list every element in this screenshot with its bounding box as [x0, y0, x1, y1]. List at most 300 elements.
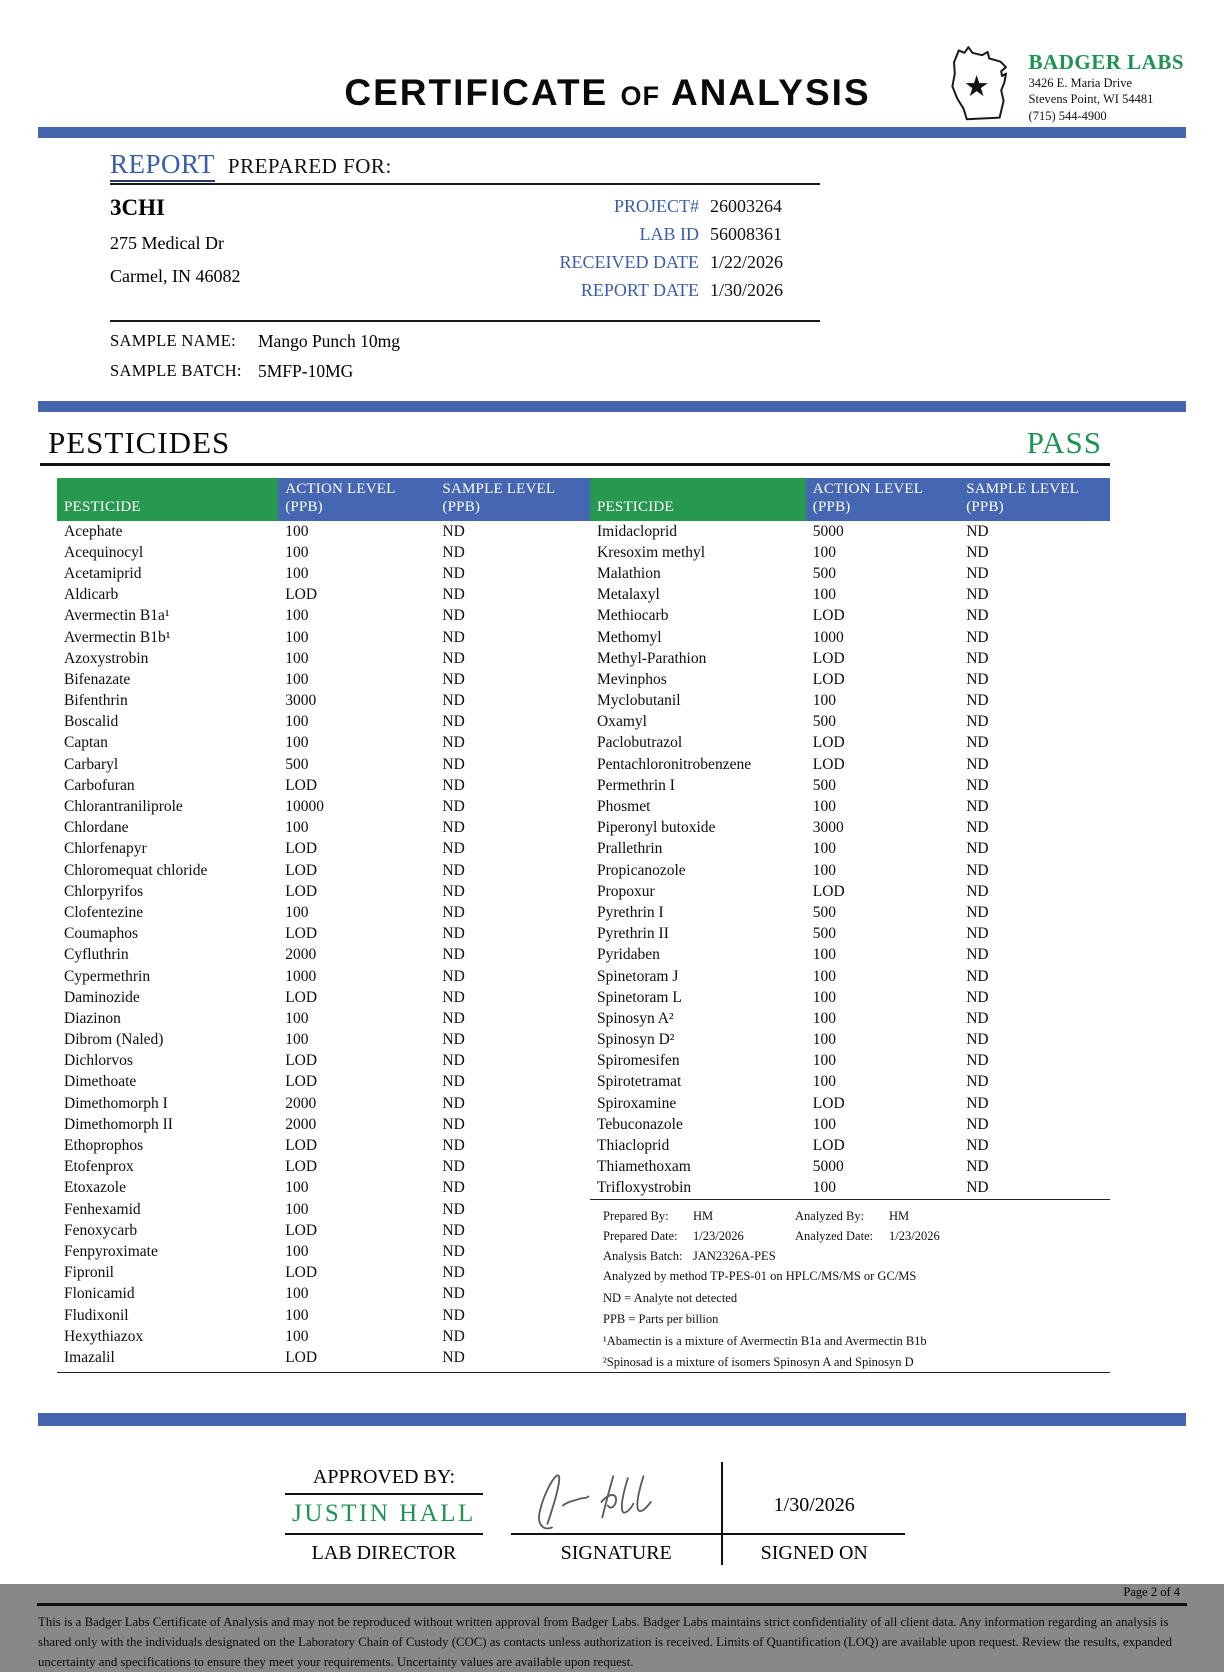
sample-level-value: ND [966, 840, 989, 858]
table-row [57, 1093, 590, 1114]
field-lab-id [560, 224, 802, 245]
pesticide-name: Imazalil [64, 1348, 115, 1366]
action-level-value: 100 [285, 1327, 309, 1345]
sample-level-value: ND [442, 522, 465, 540]
action-level-value: 500 [812, 903, 837, 921]
pesticide-name: Clofentezine [64, 903, 144, 921]
table-row [57, 585, 590, 606]
pesticide-name: Carbofuran [64, 776, 135, 794]
sample-level-value: ND [442, 1327, 465, 1345]
sample-name-row [110, 331, 820, 352]
lab-phone: (715) 544-4900 [1028, 108, 1107, 123]
sample-level-value: ND [966, 903, 989, 921]
table-row [57, 775, 590, 796]
section-title: PESTICIDES [48, 425, 231, 460]
sample-level-value: ND [442, 819, 465, 837]
approver-name: JUSTIN HALL [285, 1495, 483, 1535]
report-info-section [110, 149, 820, 401]
action-level-value: 500 [285, 755, 309, 773]
sample-batch-label: SAMPLE BATCH: [110, 361, 242, 380]
divider-bar-top [38, 127, 1186, 138]
lab-info [1029, 50, 1184, 124]
table-row [57, 818, 590, 839]
sample-level-value: ND [442, 925, 465, 943]
table-row [57, 924, 590, 945]
sample-level-value: ND [442, 564, 465, 582]
table-header [590, 478, 1110, 521]
action-level-value: 100 [285, 819, 309, 837]
table-row [590, 924, 1110, 945]
sample-level-value: ND [442, 670, 465, 688]
pesticide-name: Ethoprophos [64, 1137, 144, 1155]
table-row [57, 1347, 590, 1368]
footnote-abamectin: ¹Abamectin is a mixture of Avermectin B1a and Avermectin B1b [603, 1333, 927, 1348]
sample-level-value: ND [442, 1158, 465, 1176]
sample-level-value: ND [442, 1073, 465, 1091]
table-row [57, 839, 590, 860]
action-level-value: 100 [285, 628, 309, 646]
action-level-value: 100 [812, 946, 837, 964]
sample-level-value: ND [966, 670, 989, 688]
pesticides-section [40, 423, 1110, 1373]
action-level-value: 5000 [812, 1158, 844, 1176]
pesticide-name: Spinosyn A² [597, 1009, 674, 1027]
sample-level-value: ND [442, 903, 465, 921]
sample-level-value: ND [966, 586, 989, 604]
table-body-right [590, 521, 1110, 1200]
table-row [590, 902, 1110, 923]
table-row [57, 987, 590, 1008]
sample-level-value: ND [442, 946, 465, 964]
column-header-unit: (PPB) [812, 499, 851, 516]
approved-by-label: APPROVED BY: [285, 1466, 483, 1495]
column-header-label: ACTION LEVEL [285, 480, 396, 497]
title-word-certificate: CERTIFICATE [344, 72, 609, 113]
action-level-value: LOD [285, 882, 318, 900]
sample-level-value: ND [966, 861, 989, 879]
table-row [57, 1008, 590, 1029]
action-level-value: 100 [812, 840, 837, 858]
pesticide-name: Chlordane [64, 819, 129, 837]
lab-address-line2: Stevens Point, WI 54481 [1028, 92, 1154, 107]
field-label: REPORT DATE [580, 280, 699, 300]
pesticide-name: Myclobutanil [597, 692, 681, 710]
action-level-value: 100 [812, 1115, 837, 1133]
pesticide-name: Dimethoate [64, 1073, 137, 1091]
pesticide-name: Spinosyn D² [597, 1031, 675, 1049]
table-row [57, 648, 590, 669]
table-row [57, 966, 590, 987]
pesticide-name: Chlorantraniliprole [64, 798, 183, 816]
sample-level-value: ND [442, 1009, 465, 1027]
sample-level-value: ND [442, 713, 465, 731]
table-row [590, 1135, 1110, 1156]
lab-name: BADGER LABS [1028, 50, 1184, 74]
sample-level-value: ND [442, 607, 465, 625]
star-icon: ★ [963, 71, 989, 103]
action-level-value: LOD [285, 840, 318, 858]
action-level-value: 100 [285, 1009, 309, 1027]
action-level-value: 100 [285, 522, 309, 540]
sample-level-value: ND [442, 628, 465, 646]
table-row [57, 1030, 590, 1051]
table-row [57, 754, 590, 775]
sample-level-value: ND [966, 522, 989, 540]
table-row [57, 606, 590, 627]
sample-level-value: ND [442, 586, 465, 604]
title-word-analysis: ANALYSIS [670, 72, 871, 113]
wisconsin-state-icon [942, 40, 1022, 128]
analysis-batch-value: JAN2326A-PES [693, 1249, 776, 1263]
action-level-value: LOD [285, 1221, 318, 1239]
sample-level-value: ND [966, 1137, 989, 1155]
sample-level-value: ND [966, 1009, 989, 1027]
table-row [590, 669, 1110, 690]
action-level-value: 100 [285, 670, 309, 688]
column-header-action-level [278, 478, 435, 521]
table-row [590, 818, 1110, 839]
field-value: 26003264 [710, 196, 782, 216]
action-level-value: LOD [812, 734, 845, 752]
pesticide-name: Paclobutrazol [597, 734, 683, 752]
footnote-spinosad: ²Spinosad is a mixture of isomers Spinosyn A and Spinosyn D [603, 1355, 914, 1369]
sample-level-value: ND [966, 692, 989, 710]
pesticide-name: Dichlorvos [64, 1052, 133, 1070]
pesticide-name: Chlorfenapyr [64, 840, 147, 858]
table-row [57, 1220, 590, 1241]
pesticide-name: Bifenazate [64, 670, 131, 688]
table-row [590, 796, 1110, 817]
table-row [57, 627, 590, 648]
pesticide-name: Spiromesifen [597, 1052, 680, 1070]
column-header-sample-level [435, 478, 590, 521]
sample-level-value: ND [442, 1285, 465, 1303]
prepared-by-value: HM [693, 1209, 714, 1223]
table-row [57, 1263, 590, 1284]
sample-name-label: SAMPLE NAME: [110, 331, 236, 350]
pesticide-name: Propoxur [597, 882, 655, 900]
field-value: 1/30/2026 [710, 280, 784, 300]
table-row [57, 712, 590, 733]
sample-level-value: ND [442, 692, 465, 710]
divider-bar-bottom [38, 1413, 1186, 1426]
table-row [590, 775, 1110, 796]
sample-level-value: ND [966, 1073, 989, 1091]
sample-level-value: ND [966, 776, 989, 794]
table-row [57, 669, 590, 690]
signature-block [511, 1440, 722, 1565]
action-level-value: 100 [812, 798, 837, 816]
pesticide-name: Avermectin B1b¹ [64, 628, 171, 646]
table-right-half [590, 478, 1110, 1372]
report-body [110, 185, 820, 322]
action-level-value: LOD [285, 1158, 318, 1176]
prepared-date-value: 1/23/2026 [693, 1229, 744, 1243]
pesticide-name: Permethrin I [597, 776, 675, 794]
signed-on-label: SIGNED ON [760, 1541, 868, 1564]
sample-level-value: ND [442, 1200, 465, 1218]
sample-level-value: ND [966, 882, 989, 900]
action-level-value: LOD [285, 861, 318, 879]
sample-level-value: ND [442, 840, 465, 858]
action-level-value: 100 [812, 1179, 837, 1197]
table-row [57, 1326, 590, 1347]
table-row [57, 521, 590, 542]
table-row [57, 733, 590, 754]
signed-date: 1/30/2026 [773, 1493, 855, 1516]
column-header-label: SAMPLE LEVEL [966, 480, 1080, 497]
sample-level-value: ND [966, 1115, 989, 1133]
action-level-value: LOD [285, 1137, 318, 1155]
table-row [57, 1114, 590, 1135]
table-row [57, 945, 590, 966]
column-header-unit: (PPB) [966, 499, 1004, 516]
action-level-value: 2000 [285, 1115, 317, 1133]
action-level-value: 2000 [285, 1094, 317, 1112]
sample-info [110, 322, 820, 401]
sample-level-value: ND [966, 967, 989, 985]
pesticide-name: Phosmet [597, 798, 651, 816]
sample-level-value: ND [442, 1137, 465, 1155]
pesticide-name: Azoxystrobin [64, 649, 149, 667]
action-level-value: 1000 [285, 967, 317, 985]
action-level-value: 100 [812, 967, 837, 985]
pesticide-name: Fenpyroximate [64, 1242, 158, 1260]
report-heading-rest: PREPARED FOR: [227, 154, 392, 178]
client-name: 3CHI [110, 195, 165, 220]
action-level-value: LOD [285, 1348, 318, 1366]
sample-level-value: ND [966, 607, 989, 625]
sample-level-value: ND [966, 543, 989, 561]
sample-level-value: ND [966, 925, 989, 943]
sample-level-value: ND [966, 649, 989, 667]
pesticide-name: Fenoxycarb [64, 1221, 138, 1239]
action-level-value: 100 [812, 1073, 837, 1091]
field-project-number [560, 196, 802, 217]
table-row [590, 606, 1110, 627]
action-level-value: LOD [285, 586, 318, 604]
analysis-meta [603, 1209, 1110, 1264]
pesticide-name: Aldicarb [64, 586, 119, 604]
sample-level-value: ND [442, 882, 465, 900]
action-level-value: 3000 [285, 692, 317, 710]
sample-level-value: ND [442, 543, 465, 561]
column-header-sample-level [959, 478, 1110, 521]
table-row [590, 521, 1110, 542]
pesticide-name: Spiroxamine [597, 1094, 677, 1112]
action-level-value: 500 [812, 925, 837, 943]
pesticide-name: Avermectin B1a¹ [64, 607, 170, 625]
table-row [590, 563, 1110, 584]
field-value: 1/22/2026 [710, 252, 784, 272]
double-rule [40, 463, 1110, 466]
pesticide-name: Thiamethoxam [597, 1158, 691, 1176]
pesticide-name: Acequinocyl [64, 543, 144, 561]
pesticide-name: Daminozide [64, 988, 140, 1006]
sample-level-value: ND [442, 861, 465, 879]
action-level-value: 100 [285, 1285, 309, 1303]
table-row [590, 1178, 1110, 1199]
action-level-value: LOD [812, 670, 845, 688]
action-level-value: 100 [285, 903, 309, 921]
column-header-label: PESTICIDE [597, 499, 674, 516]
report-heading-word: REPORT [110, 149, 215, 182]
sample-level-value: ND [442, 967, 465, 985]
table-row [590, 1114, 1110, 1135]
prepared-by-label: Prepared By: [603, 1209, 669, 1223]
action-level-value: LOD [285, 776, 318, 794]
analyzed-by-label: Analyzed By: [795, 1209, 865, 1223]
action-level-value: LOD [812, 649, 845, 667]
action-level-value: 100 [285, 543, 309, 561]
action-level-value: LOD [285, 1264, 318, 1282]
pesticide-name: Kresoxim methyl [597, 543, 706, 561]
pesticide-name: Etoxazole [64, 1179, 126, 1197]
action-level-value: 100 [285, 1242, 309, 1260]
divider-bar-middle [38, 401, 1186, 412]
table-row [57, 796, 590, 817]
table-header [57, 478, 590, 521]
column-header-label: ACTION LEVEL [812, 480, 924, 497]
table-row [57, 542, 590, 563]
pesticide-name: Dibrom (Naled) [64, 1031, 164, 1049]
action-level-value: 1000 [812, 628, 844, 646]
field-label: LAB ID [639, 224, 699, 244]
action-level-value: 500 [812, 713, 837, 731]
pesticide-name: Cypermethrin [64, 967, 151, 985]
pesticide-name: Trifloxystrobin [597, 1179, 692, 1197]
prepared-date-label: Prepared Date: [603, 1229, 678, 1243]
sample-level-value: ND [966, 734, 989, 752]
pesticide-name: Cyfluthrin [64, 946, 129, 964]
sample-level-value: ND [442, 1094, 465, 1112]
action-level-value: 100 [285, 1179, 309, 1197]
sample-level-value: ND [966, 798, 989, 816]
pesticide-name: Boscalid [64, 713, 119, 731]
action-level-value: LOD [812, 607, 845, 625]
document-header [0, 0, 1224, 127]
action-level-value: LOD [812, 755, 845, 773]
client-address-line1: 275 Medical Dr [110, 233, 224, 253]
pesticide-name: Captan [64, 734, 108, 752]
table-row [57, 1157, 590, 1178]
pesticide-name: Propicanozole [597, 861, 686, 879]
sample-level-value: ND [442, 1242, 465, 1260]
table-row [57, 1051, 590, 1072]
column-header-pesticide [590, 478, 806, 521]
action-level-value: 100 [812, 1031, 837, 1049]
pesticides-heading [40, 423, 1110, 461]
table-row [590, 881, 1110, 902]
pesticide-name: Spinetoram L [597, 988, 682, 1006]
action-level-value: 100 [285, 1200, 309, 1218]
pesticide-name: Diazinon [64, 1009, 121, 1027]
table-row [590, 860, 1110, 881]
sample-batch-value: 5MFP-10MG [258, 361, 354, 381]
column-header-label: SAMPLE LEVEL [442, 480, 556, 497]
pesticide-name: Pyrethrin I [597, 903, 664, 921]
table-row [57, 1072, 590, 1093]
analyzed-date-label: Analyzed Date: [795, 1229, 874, 1243]
sample-level-value: ND [442, 798, 465, 816]
pesticide-name: Acephate [64, 522, 123, 540]
pesticide-name: Fludixonil [64, 1306, 129, 1324]
client-address-line2: Carmel, IN 46082 [110, 266, 241, 286]
table-row [590, 691, 1110, 712]
sample-level-value: ND [442, 734, 465, 752]
action-level-value: 100 [285, 1031, 309, 1049]
action-level-value: LOD [812, 1094, 845, 1112]
footer-rule [37, 1603, 1187, 1607]
table-row [590, 945, 1110, 966]
report-heading [110, 149, 820, 185]
approval-section [285, 1440, 905, 1565]
sample-level-value: ND [442, 649, 465, 667]
pesticide-name: Mevinphos [597, 670, 667, 688]
pesticide-name: Pentachloronitrobenzene [597, 755, 752, 773]
analyzed-by-value: HM [889, 1209, 910, 1223]
pesticide-name: Carbaryl [64, 755, 119, 773]
pesticide-name: Tebuconazole [597, 1115, 683, 1133]
pesticide-name: Metalaxyl [597, 586, 660, 604]
pesticide-name: Flonicamid [64, 1285, 135, 1303]
signed-on-block [721, 1462, 905, 1565]
table-row [57, 1284, 590, 1305]
title-word-of: OF [620, 81, 661, 111]
sample-level-value: ND [966, 1094, 989, 1112]
field-label: PROJECT# [613, 196, 699, 216]
sample-level-value: ND [966, 713, 989, 731]
action-level-value: 100 [285, 649, 309, 667]
sample-level-value: ND [442, 1052, 465, 1070]
page-title [170, 72, 1045, 114]
sample-level-value: ND [966, 819, 989, 837]
action-level-value: 100 [812, 988, 837, 1006]
pesticide-name: Methiocarb [597, 607, 669, 625]
table-row [57, 563, 590, 584]
sample-level-value: ND [966, 988, 989, 1006]
table-row [590, 585, 1110, 606]
table-body-left [57, 521, 590, 1369]
action-level-value: 100 [812, 861, 837, 879]
sample-level-value: ND [442, 755, 465, 773]
pesticide-name: Spirotetramat [597, 1073, 682, 1091]
action-level-value: 100 [285, 713, 309, 731]
action-level-value: 100 [285, 734, 309, 752]
table-row [57, 1178, 590, 1199]
action-level-value: LOD [812, 882, 845, 900]
pesticide-name: Dimethomorph I [64, 1094, 168, 1112]
table-row [590, 1157, 1110, 1178]
table-row [590, 987, 1110, 1008]
table-row [590, 1093, 1110, 1114]
page-number: Page 2 of 4 [1123, 1584, 1180, 1599]
sample-level-value: ND [442, 1221, 465, 1239]
table-row [590, 627, 1110, 648]
pesticide-name: Methyl-Parathion [597, 649, 707, 667]
table-row [57, 1305, 590, 1326]
sample-level-value: ND [966, 946, 989, 964]
pesticide-name: Imidacloprid [597, 522, 678, 540]
action-level-value: 100 [285, 564, 309, 582]
signature-icon [521, 1469, 711, 1533]
action-level-value: 100 [812, 1052, 837, 1070]
sample-level-value: ND [442, 988, 465, 1006]
report-fields [560, 196, 802, 308]
table-row [590, 542, 1110, 563]
action-level-value: 2000 [285, 946, 317, 964]
table-row [590, 1051, 1110, 1072]
